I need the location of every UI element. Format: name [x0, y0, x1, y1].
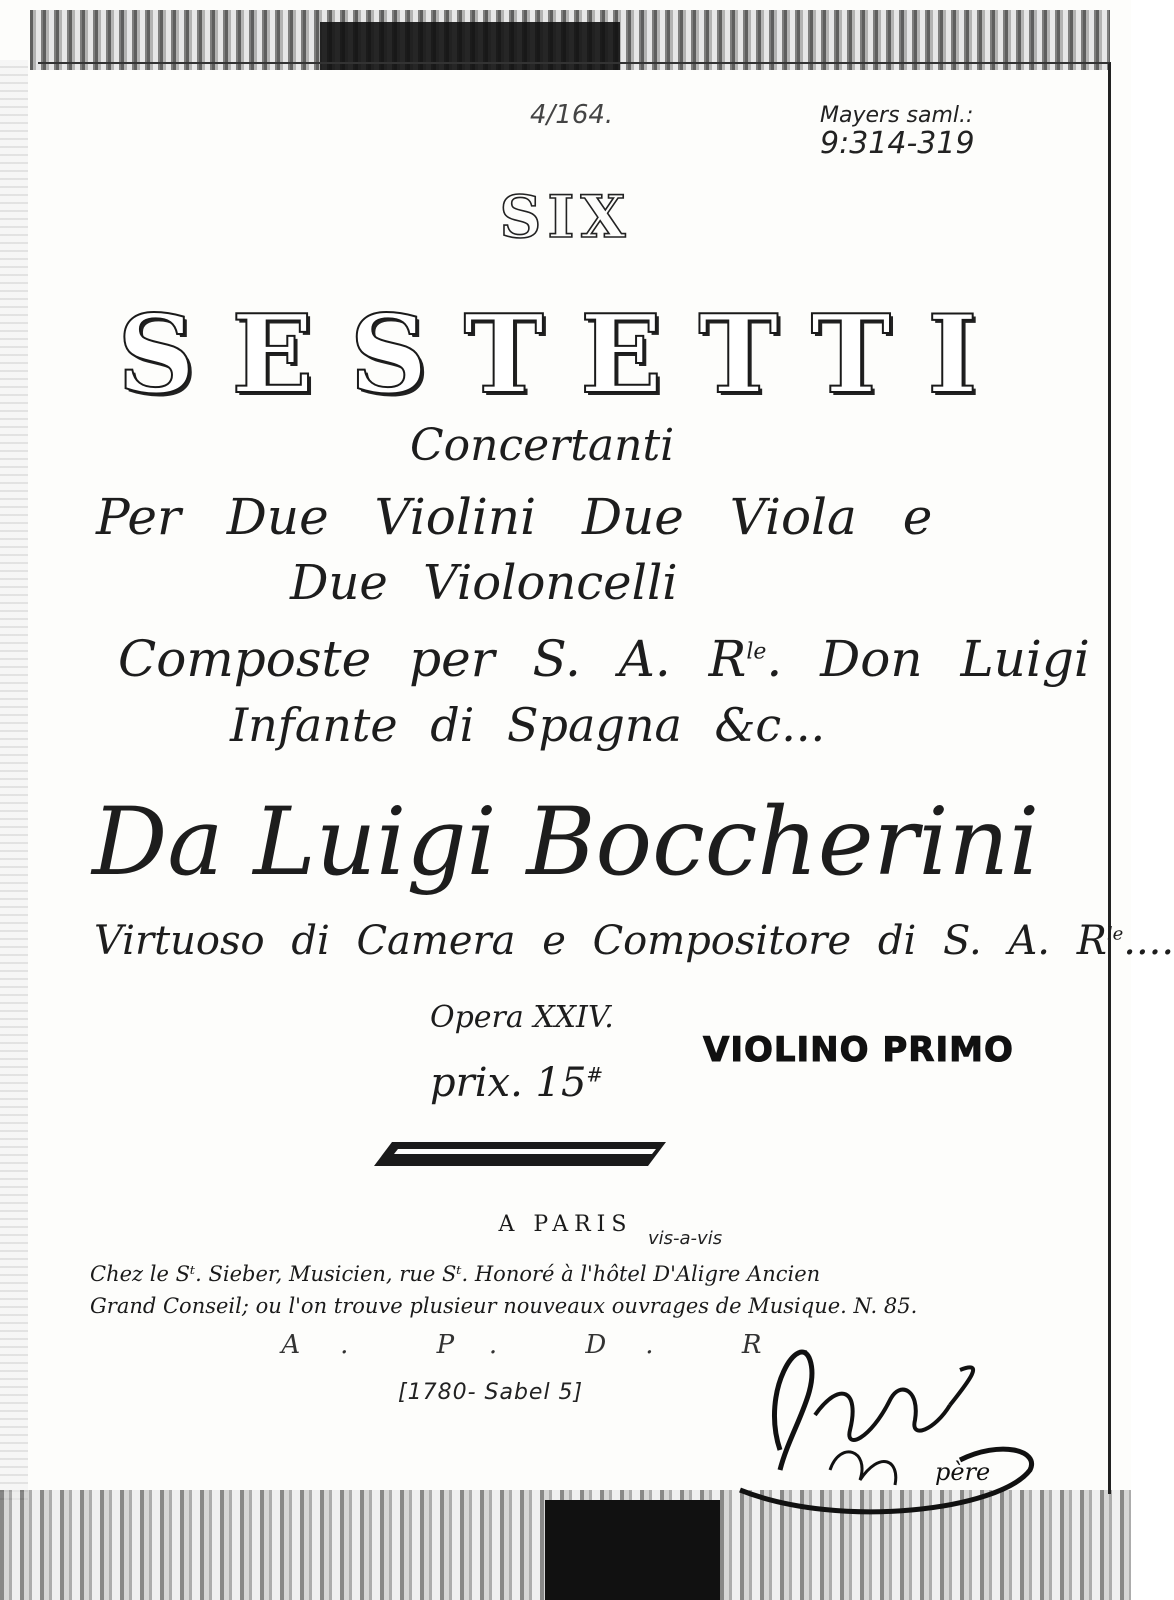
dedication-line-4	[118, 630, 1090, 688]
date-annotation: [1780- Sabel 5]	[398, 1380, 584, 1405]
price-text: prix. 15	[430, 1060, 587, 1106]
dedication-line-5: Infante di Spagna &c...	[230, 698, 826, 752]
composer-title-sup: le	[1106, 923, 1124, 945]
publisher-signature	[720, 1320, 1050, 1520]
publisher-city: A PARIS	[498, 1212, 633, 1237]
composer-title-text: Virtuoso di Camera e Compositore di S. A. R	[94, 918, 1107, 964]
dedication-line-4-tail: . Don Luigi	[766, 630, 1090, 688]
price	[430, 1060, 603, 1106]
shelf-mark: 4/164.	[530, 100, 614, 130]
opus-number: Opera XXIV.	[430, 1000, 614, 1035]
dedication-line-2: Per Due Violini Due Viola e	[96, 488, 933, 546]
price-sup: #	[586, 1062, 604, 1087]
vis-a-vis-note: vis-a-vis	[648, 1228, 723, 1249]
reference-annotation	[820, 102, 975, 161]
privilege-mark: A. P. D. R.	[281, 1330, 850, 1360]
scan-dark-patch-bottom	[545, 1500, 720, 1600]
signature-suffix: père	[935, 1458, 991, 1486]
publisher-address-2: Grand Conseil; ou l'on trouve plusieur nouveaux ouvrages de Musique. N. 85.	[90, 1294, 918, 1318]
dedication-line-4-text: Composte per S. A. R	[118, 630, 747, 688]
reference-line-1: Mayers saml.:	[820, 103, 974, 128]
dedication-line-4-sup: le	[746, 639, 767, 665]
decorative-rule	[370, 1140, 670, 1168]
title-six: SIX	[499, 183, 632, 251]
reference-line-2: 9:314-319	[820, 126, 975, 161]
composer-name: Da Luigi Boccherini	[92, 788, 1040, 897]
composer-title	[94, 918, 1174, 964]
publisher-address-1: Chez le Sᵗ. Sieber, Musicien, rue Sᵗ. Honoré à l'hôtel D'Aligre Ancien	[90, 1262, 821, 1286]
scan-edge-left	[0, 60, 28, 1500]
part-label: VIOLINO PRIMO	[703, 1030, 1014, 1070]
title-sestetti: SESTETTI	[117, 292, 1014, 418]
dedication-line-1: Concertanti	[410, 420, 675, 471]
composer-title-tail: ....	[1123, 918, 1174, 964]
dedication-line-3: Due Violoncelli	[290, 555, 678, 611]
